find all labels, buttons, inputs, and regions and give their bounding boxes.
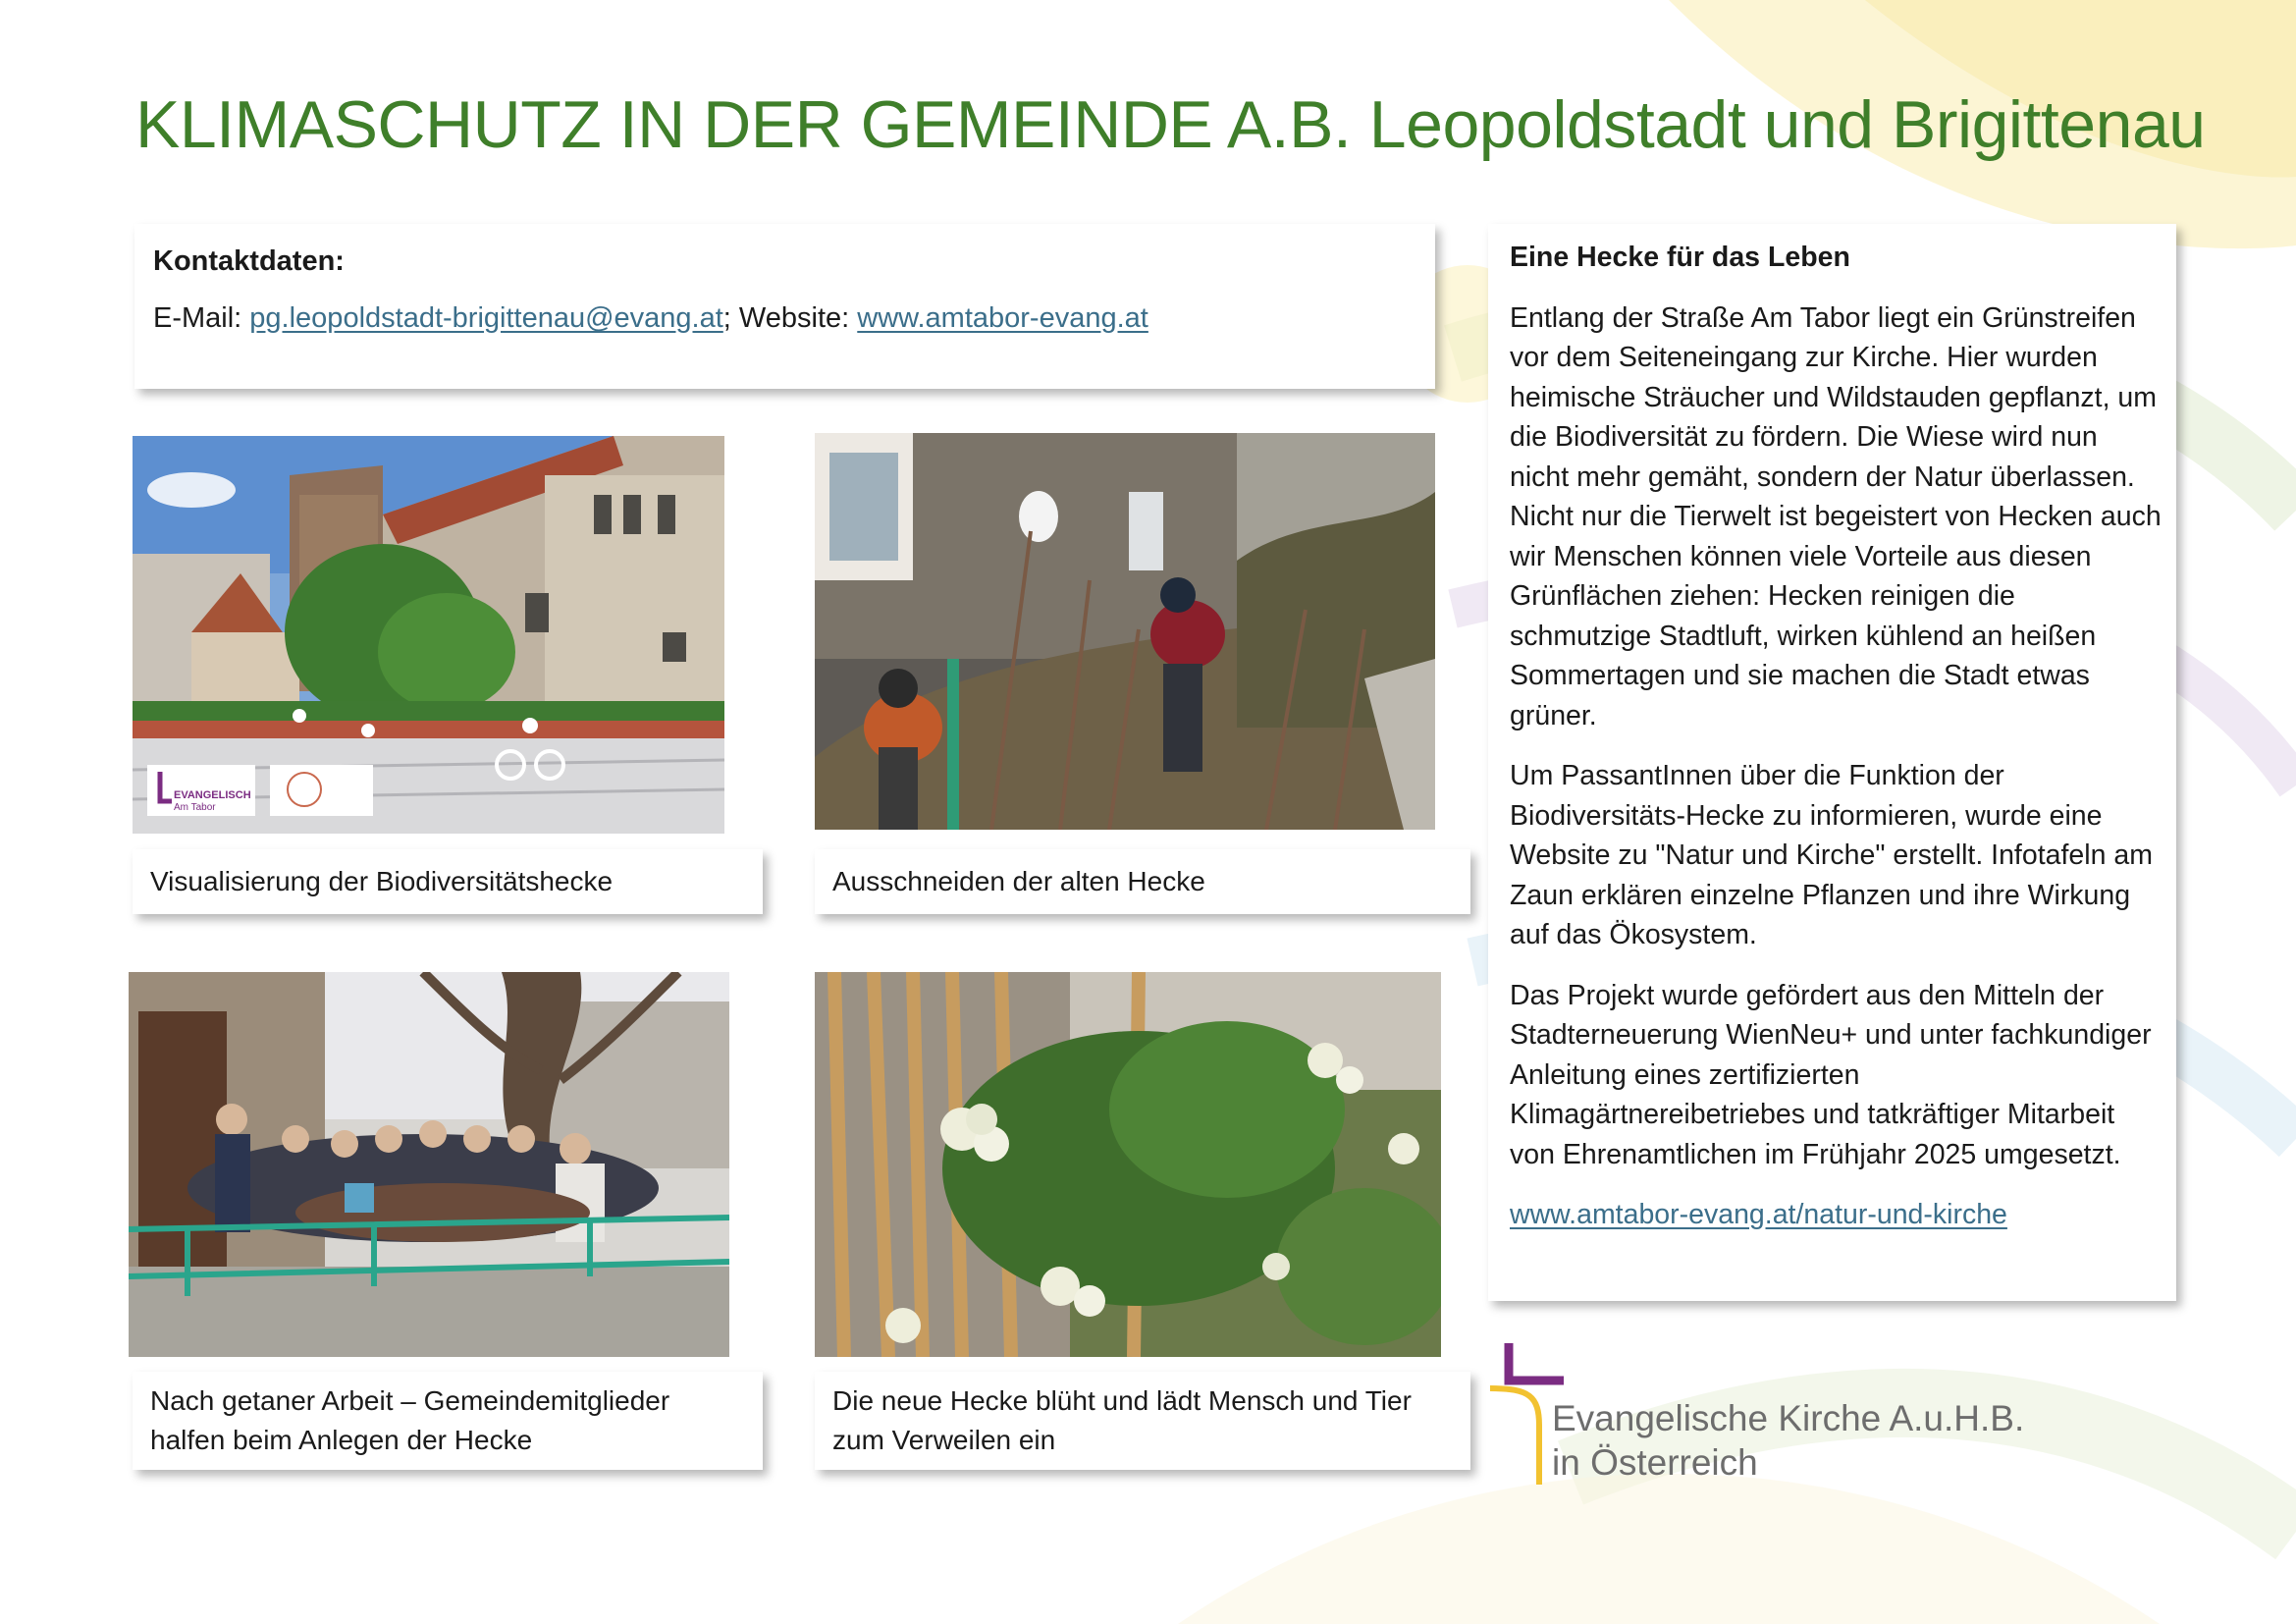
article-paragraph: Um PassantInnen über die Funktion der Biodiversitäts-Hecke zu informieren, wurde eine Website zu "Natur und Kirche" erstellt. Infotafeln am Zaun erklären einzelne Pflanzen und ihre Wirkung auf das Ökosystem. (1510, 760, 2153, 950)
badge-subtitle: Am Tabor (174, 802, 216, 813)
article-heading: Eine Hecke für das Leben (1510, 242, 1850, 273)
photo-visualisation (133, 436, 724, 834)
caption-blooming-hedge: Die neue Hecke blüht und lädt Mensch und Tier zum Verweilen ein (815, 1372, 1470, 1470)
article-paragraph: Entlang der Straße Am Tabor liegt ein Grünstreifen vor dem Seiteneingang zur Kirche. Hier wurden heimische Sträucher und Wildstauden gepflanzt, um die Biodiversität zu fördern. Die Wiese wird nun nicht mehr gemäht, sondern der Natur überlassen. Nicht nur die Tierwelt ist begeistert von Hecken auch wir Menschen können viele Vorteile aus diesen Grünflächen ziehen: Hecken reinigen die schmutzige Stadtluft, wirken kühlend an heißen Sommertagen und sie machen die Stadt etwas grüner. (1510, 301, 2162, 731)
contact-heading: Kontaktdaten: (153, 245, 345, 277)
badge-title: EVANGELISCH (174, 789, 251, 801)
contact-card (134, 224, 1435, 389)
contact-line (153, 302, 1148, 335)
caption-cutting-hedge: Ausschneiden der alten Hecke (815, 849, 1470, 914)
logo-line-2: in Österreich (1552, 1442, 1758, 1483)
page-title: KLIMASCHUTZ IN DER GEMEINDE A.B. Leopoldstadt und Brigittenau (135, 87, 2206, 162)
photo-blooming-hedge (815, 972, 1441, 1357)
photo-group (129, 972, 729, 1357)
article-link[interactable]: www.amtabor-evang.at/natur-und-kirche (1510, 1199, 2007, 1230)
website-link[interactable]: www.amtabor-evang.at (857, 302, 1148, 334)
article-card (1488, 224, 2176, 1301)
logo-line-1: Evangelische Kirche A.u.H.B. (1552, 1398, 2025, 1438)
email-label: E-Mail: (153, 302, 250, 334)
church-logo (1485, 1337, 2035, 1494)
email-link[interactable]: pg.leopoldstadt-brigittenau@evang.at (249, 302, 723, 334)
caption-visualisation: Visualisierung der Biodiversitätshecke (133, 849, 763, 914)
caption-group: Nach getaner Arbeit – Gemeindemitglieder halfen beim Anlegen der Hecke (133, 1372, 763, 1470)
photo-cutting-hedge (815, 433, 1435, 830)
logo-text (1552, 1396, 2024, 1485)
website-label: ; Website: (722, 302, 858, 334)
article-paragraph: Das Projekt wurde gefördert aus den Mitteln der Stadterneuerung WienNeu+ und unter fachkundiger Anleitung eines zertifizierten Klimagärtnereibetriebes und tatkräftiger Mitarbeit von Ehrenamtlichen im Frühjahr 2025 umgesetzt. (1510, 979, 2152, 1170)
